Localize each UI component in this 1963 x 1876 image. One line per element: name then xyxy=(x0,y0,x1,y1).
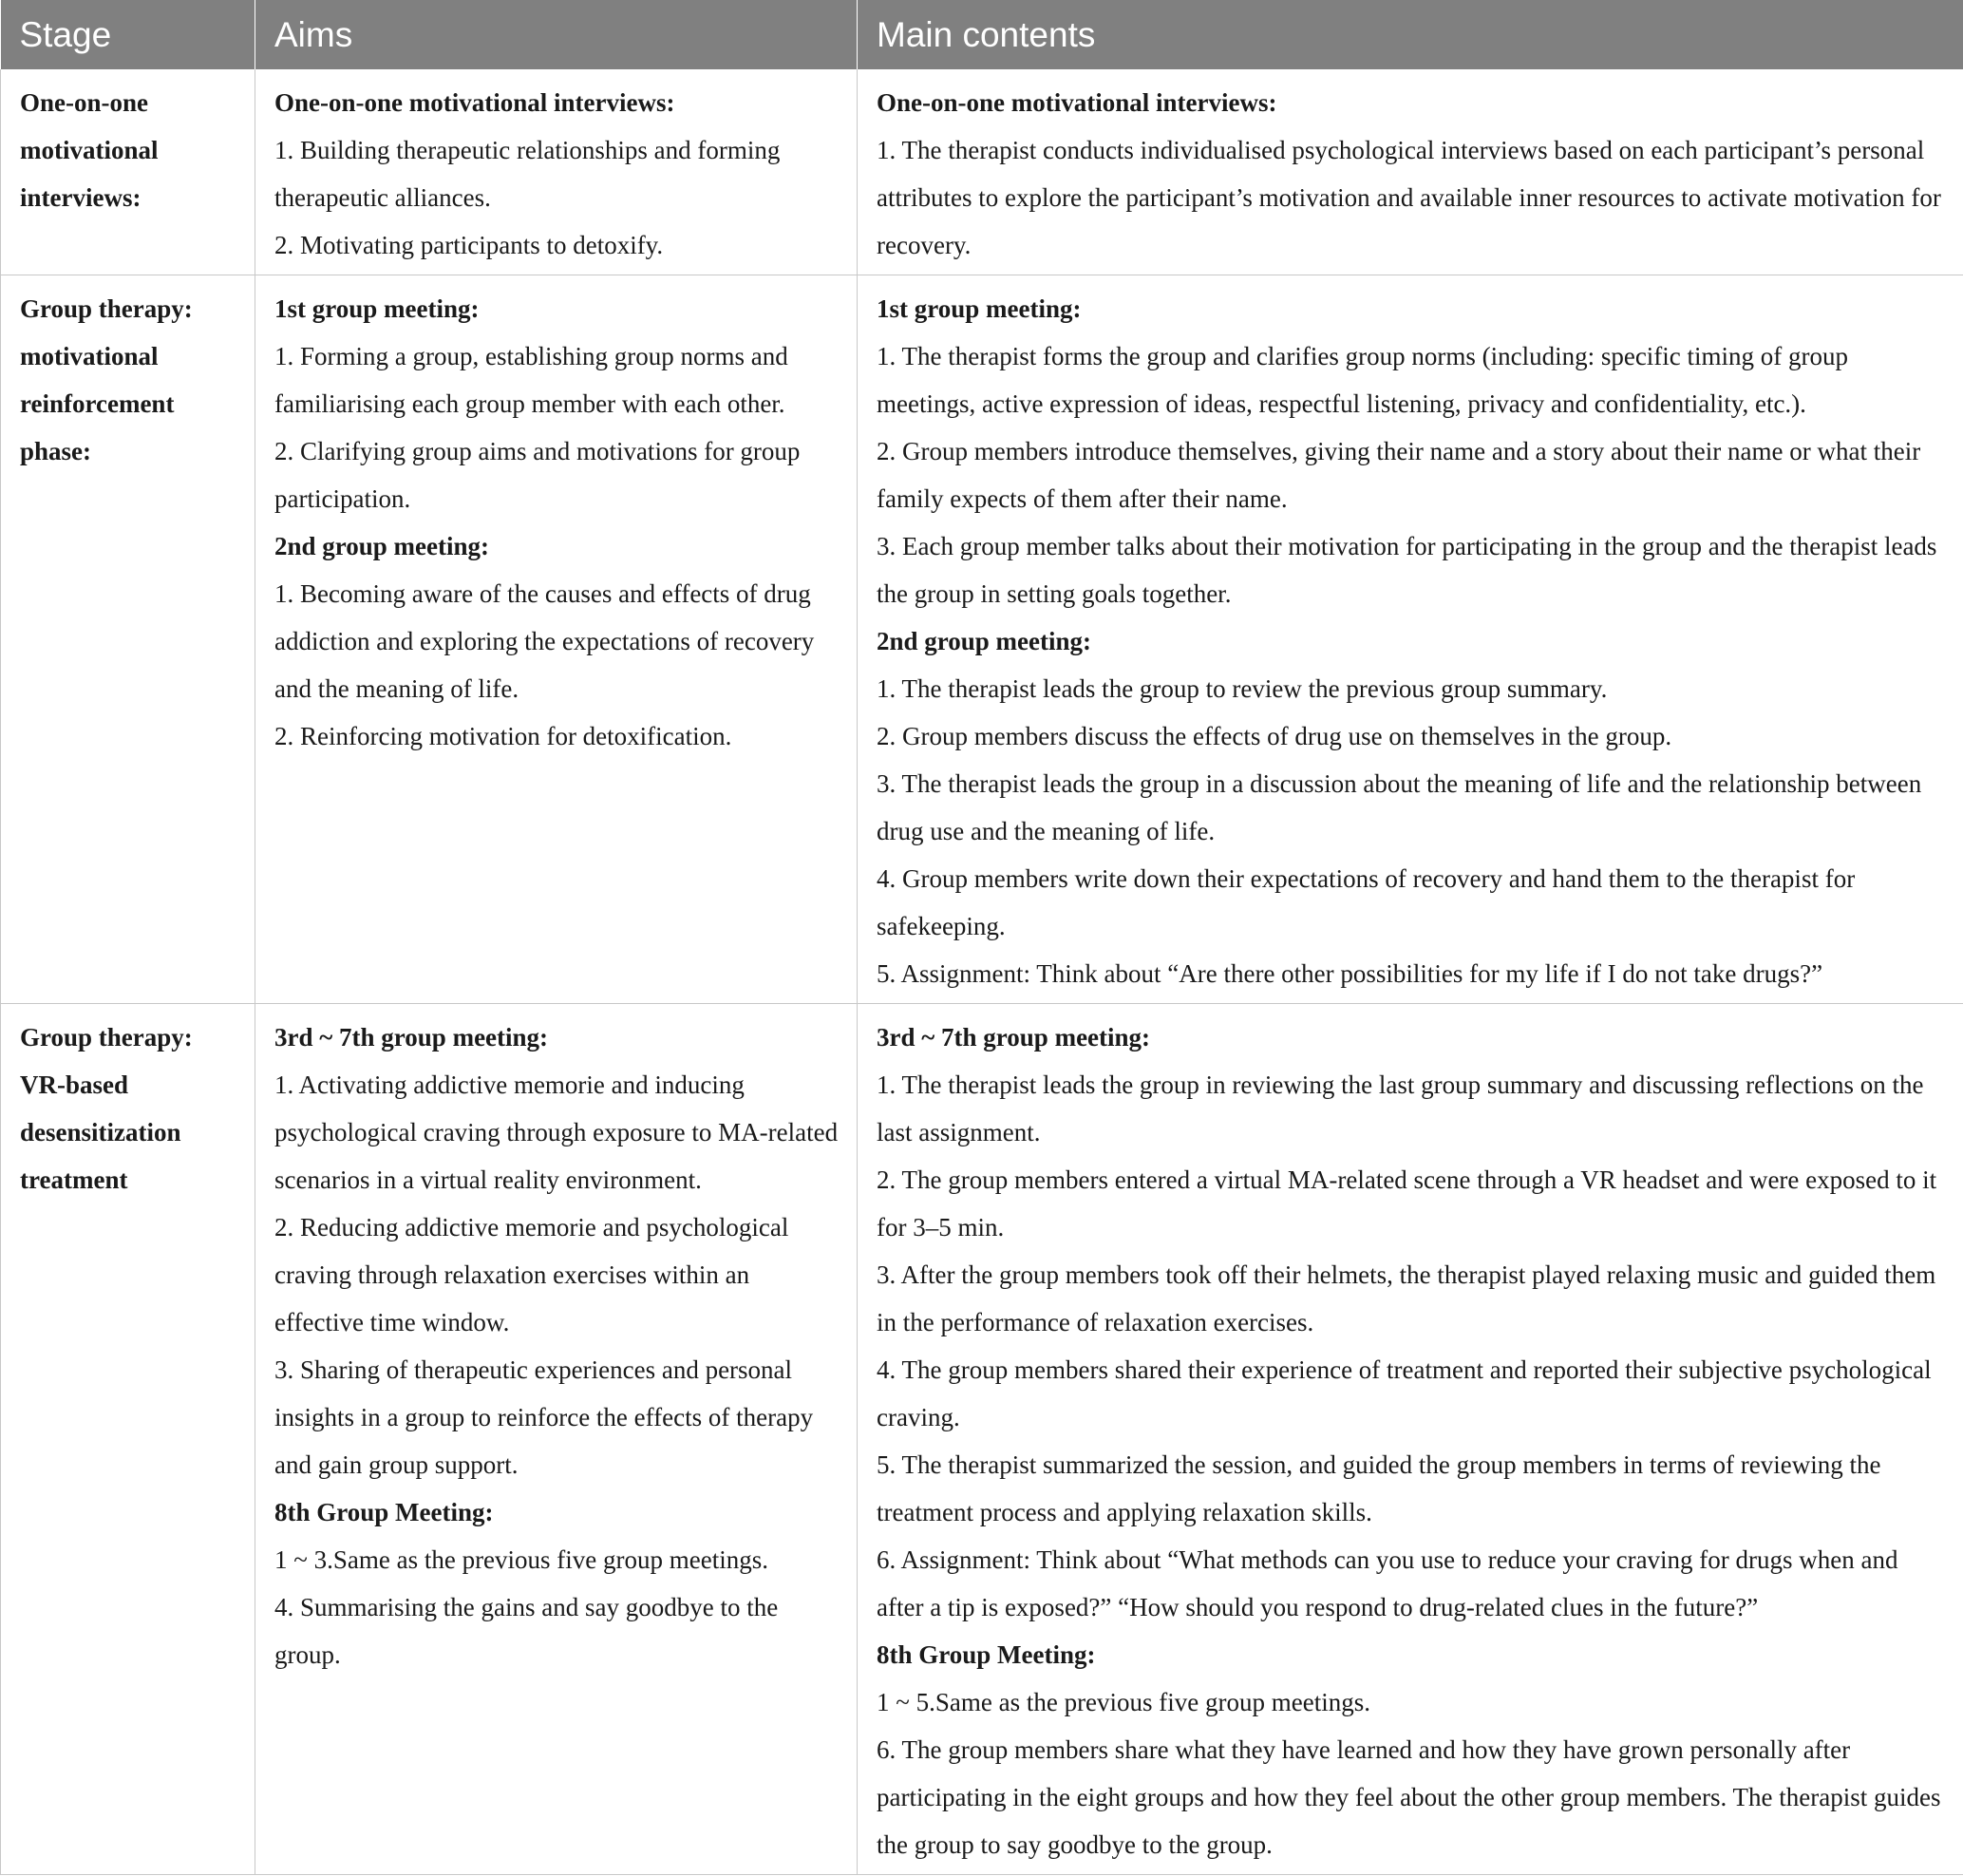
list-item: 1. The therapist leads the group to review the previous group summary. xyxy=(877,674,1608,703)
section-heading: 2nd group meeting: xyxy=(274,532,490,560)
section-heading: 1st group meeting: xyxy=(274,294,480,323)
list-item: 3. Sharing of therapeutic experiences and personal insights in a group to reinforce the effects of therapy and gain group support. xyxy=(274,1355,814,1479)
list-item: 1 ~ 3.Same as the previous five group meetings. xyxy=(274,1545,769,1574)
table-row xyxy=(1,69,1963,275)
list-item: 2. Motivating participants to detoxify. xyxy=(274,231,664,259)
list-item: 4. The group members shared their experience of treatment and reported their subjective psychological craving. xyxy=(877,1355,1932,1431)
section-heading: 3rd ~ 7th group meeting: xyxy=(274,1023,549,1052)
header-aims: Aims xyxy=(255,0,858,69)
section-heading: 1st group meeting: xyxy=(877,294,1082,323)
list-item: 2. Reducing addictive memorie and psychological craving through relaxation exercises within an effective time window. xyxy=(274,1213,789,1336)
section-heading: 8th Group Meeting: xyxy=(877,1640,1096,1669)
list-item: 2. Clarifying group aims and motivations for group participation. xyxy=(274,437,801,513)
list-item: 6. The group members share what they have learned and how they have grown personally after participating in the eight groups and how they feel about the other group members. The therapist guides the group to say goodbye to the group. xyxy=(877,1735,1941,1859)
list-item: 5. The therapist summarized the session, and guided the group members in terms of reviewing the treatment process and applying relaxation skills. xyxy=(877,1450,1881,1526)
section-heading: One-on-one motivational interviews: xyxy=(274,88,675,117)
list-item: 3. After the group members took off their helmets, the therapist played relaxing music and guided them in the performance of relaxation exercises. xyxy=(877,1260,1936,1336)
aims-cell xyxy=(255,275,858,1004)
header-stage: Stage xyxy=(1,0,255,69)
list-item: 2. Group members introduce themselves, giving their name and a story about their name or what their family expects of them after their name. xyxy=(877,437,1921,513)
stage-cell: One-on-one motivational interviews: xyxy=(1,69,255,275)
list-item: 5. Assignment: Think about “Are there other possibilities for my life if I do not take drugs?” xyxy=(877,959,1823,988)
section-heading: 2nd group meeting: xyxy=(877,627,1092,655)
list-item: 1. Forming a group, establishing group norms and familiarising each group member with each other. xyxy=(274,342,788,418)
list-item: 1. Building therapeutic relationships and forming therapeutic alliances. xyxy=(274,136,781,212)
list-item: 3. The therapist leads the group in a discussion about the meaning of life and the relationship between drug use and the meaning of life. xyxy=(877,769,1922,845)
list-item: 1. Becoming aware of the causes and effects of drug addiction and exploring the expectations of recovery and the meaning of life. xyxy=(274,579,815,703)
header-row xyxy=(1,0,1963,69)
contents-cell xyxy=(858,1004,1963,1875)
list-item: 3. Each group member talks about their motivation for participating in the group and the therapist leads the group in setting goals together. xyxy=(877,532,1937,608)
stage-cell: Group therapy: VR-based desensitization treatment xyxy=(1,1004,255,1875)
list-item: 1. The therapist forms the group and clarifies group norms (including: specific timing of group meetings, active expression of ideas, respectful listening, privacy and confidentiality, etc.). xyxy=(877,342,1849,418)
list-item: 1 ~ 5.Same as the previous five group meetings. xyxy=(877,1688,1371,1716)
aims-cell xyxy=(255,1004,858,1875)
section-heading: 8th Group Meeting: xyxy=(274,1498,494,1526)
table-row xyxy=(1,1004,1963,1875)
table-row xyxy=(1,275,1963,1004)
aims-cell xyxy=(255,69,858,275)
section-heading: One-on-one motivational interviews: xyxy=(877,88,1277,117)
list-item: 2. Reinforcing motivation for detoxification. xyxy=(274,722,732,750)
section-heading: 3rd ~ 7th group meeting: xyxy=(877,1023,1151,1052)
list-item: 1. The therapist leads the group in reviewing the last group summary and discussing reflections on the last assignment. xyxy=(877,1071,1924,1146)
contents-cell xyxy=(858,69,1963,275)
list-item: 2. The group members entered a virtual MA-related scene through a VR headset and were exposed to it for 3–5 min. xyxy=(877,1165,1937,1241)
list-item: 2. Group members discuss the effects of drug use on themselves in the group. xyxy=(877,722,1672,750)
contents-cell xyxy=(858,275,1963,1004)
list-item: 4. Group members write down their expectations of recovery and hand them to the therapist for safekeeping. xyxy=(877,864,1856,940)
list-item: 4. Summarising the gains and say goodbye to the group. xyxy=(274,1593,779,1669)
stage-cell: Group therapy: motivational reinforcement phase: xyxy=(1,275,255,1004)
header-main-contents: Main contents xyxy=(858,0,1963,69)
list-item: 1. Activating addictive memorie and inducing psychological craving through exposure to MA-related scenarios in a virtual reality environment. xyxy=(274,1071,839,1194)
list-item: 6. Assignment: Think about “What methods can you use to reduce your craving for drugs when and after a tip is exposed?” “How should you respond to drug-related clues in the future?” xyxy=(877,1545,1898,1621)
list-item: 1. The therapist conducts individualised psychological interviews based on each participant’s personal attributes to explore the participant’s motivation and available inner resources to activate motivation for recovery. xyxy=(877,136,1941,259)
